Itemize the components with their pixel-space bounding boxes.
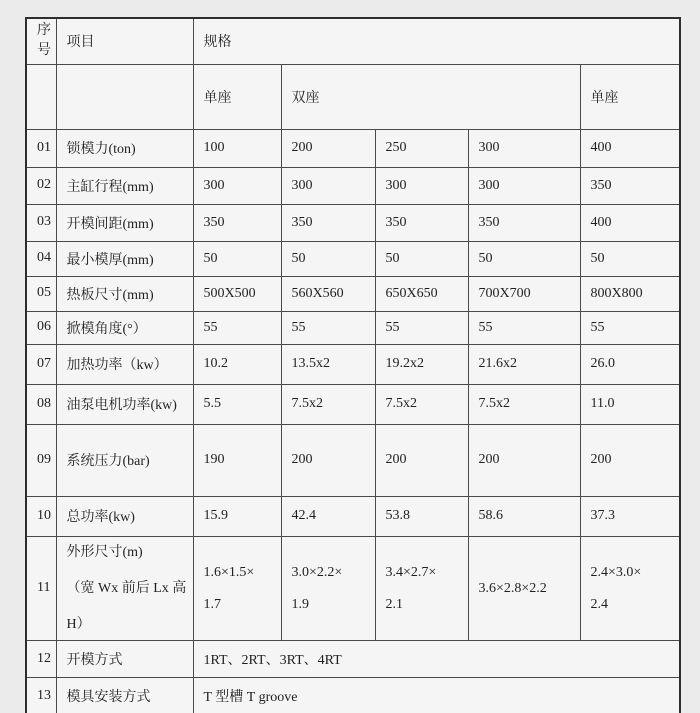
row-no: 09 (26, 424, 56, 496)
row-value: 42.4 (281, 496, 375, 536)
row-value: 50 (281, 241, 375, 276)
row-value: 55 (281, 311, 375, 344)
row-value: 200 (281, 424, 375, 496)
row-value: 800X800 (580, 276, 680, 311)
row-value: 350 (468, 204, 580, 241)
row-item: 主缸行程(mm) (56, 167, 193, 204)
row-value: 300 (375, 167, 468, 204)
row-value: 400 (580, 129, 680, 167)
table-row (26, 241, 680, 276)
row-value: 7.5x2 (281, 384, 375, 424)
row-value: 55 (375, 311, 468, 344)
row-value: 400 (580, 204, 680, 241)
row-value: 50 (375, 241, 468, 276)
row-no: 02 (26, 167, 56, 204)
row-item (56, 536, 193, 641)
dim-line: 2.1 (385, 596, 403, 612)
dim-line: 1.6×1.5× (203, 564, 255, 580)
row-no: 08 (26, 384, 56, 424)
row-item: 热板尺寸(mm) (56, 276, 193, 311)
row-value: 350 (580, 167, 680, 204)
header-serial: 序号 (26, 18, 56, 64)
row-value: 200 (468, 424, 580, 496)
row-value: 50 (580, 241, 680, 276)
dim-line: 3.4×2.7× (385, 564, 437, 580)
row-item: 最小模厚(mm) (56, 241, 193, 276)
row-value: 300 (193, 167, 281, 204)
row-item: 开模间距(mm) (56, 204, 193, 241)
row-no: 07 (26, 344, 56, 384)
dim-line: 3.6×2.8×2.2 (478, 580, 547, 596)
row-no: 06 (26, 311, 56, 344)
row-value: 55 (580, 311, 680, 344)
table-row (26, 167, 680, 204)
dim-line: 1.7 (203, 596, 221, 612)
item-line: （宽 Wx 前后 Lx 高 (66, 580, 187, 596)
row-no: 10 (26, 496, 56, 536)
row-value (375, 536, 468, 641)
header-row-sub (26, 64, 680, 129)
row-no: 12 (26, 641, 56, 678)
row-item: 开模方式 (56, 641, 193, 678)
table-row (26, 344, 680, 384)
row-value (281, 536, 375, 641)
item-line: 外形尺寸(m) (66, 544, 143, 560)
table-row (26, 424, 680, 496)
row-value: 10.2 (193, 344, 281, 384)
row-value: 560X560 (281, 276, 375, 311)
row-value: 37.3 (580, 496, 680, 536)
row-no: 03 (26, 204, 56, 241)
table-row (26, 641, 680, 678)
row-no: 13 (26, 678, 56, 713)
row-value-merged: T 型槽 T groove (193, 678, 680, 713)
dim-line: 1.9 (291, 596, 309, 612)
header-single-seat-right: 单座 (580, 64, 680, 129)
row-no: 05 (26, 276, 56, 311)
row-value: 350 (375, 204, 468, 241)
row-value: 26.0 (580, 344, 680, 384)
row-value: 11.0 (580, 384, 680, 424)
row-value: 58.6 (468, 496, 580, 536)
machine-spec-table (25, 17, 681, 713)
dim-line: 3.0×2.2× (291, 564, 343, 580)
row-item: 总功率(kw) (56, 496, 193, 536)
row-value (193, 536, 281, 641)
table-row (26, 311, 680, 344)
header-item-empty (56, 64, 193, 129)
row-value-merged: 1RT、2RT、3RT、4RT (193, 641, 680, 678)
dim-line: 2.4×3.0× (590, 564, 642, 580)
row-no: 11 (26, 536, 56, 641)
header-double-seat: 双座 (281, 64, 580, 129)
row-value: 650X650 (375, 276, 468, 311)
row-value: 7.5x2 (375, 384, 468, 424)
table-row (26, 276, 680, 311)
header-single-seat-left: 单座 (193, 64, 281, 129)
row-item: 油泵电机功率(kw) (56, 384, 193, 424)
row-value: 300 (468, 167, 580, 204)
row-value (468, 536, 580, 641)
row-value: 200 (375, 424, 468, 496)
header-serial-empty (26, 64, 56, 129)
item-line: H） (66, 617, 91, 633)
row-value: 300 (468, 129, 580, 167)
row-item: 模具安装方式 (56, 678, 193, 713)
row-value: 21.6x2 (468, 344, 580, 384)
row-value: 300 (281, 167, 375, 204)
header-row-main (26, 18, 680, 64)
row-item: 锁模力(ton) (56, 129, 193, 167)
row-value: 13.5x2 (281, 344, 375, 384)
row-value: 7.5x2 (468, 384, 580, 424)
table-row (26, 536, 680, 641)
row-item: 系统压力(bar) (56, 424, 193, 496)
row-value: 15.9 (193, 496, 281, 536)
row-value: 53.8 (375, 496, 468, 536)
table-row (26, 678, 680, 713)
row-value: 200 (580, 424, 680, 496)
header-spec: 规格 (193, 18, 680, 64)
row-value: 50 (468, 241, 580, 276)
row-value: 700X700 (468, 276, 580, 311)
row-value: 50 (193, 241, 281, 276)
row-item: 加热功率（kw） (56, 344, 193, 384)
table-row (26, 384, 680, 424)
row-value: 190 (193, 424, 281, 496)
dim-line: 2.4 (590, 596, 608, 612)
row-no: 04 (26, 241, 56, 276)
row-value (580, 536, 680, 641)
row-value: 250 (375, 129, 468, 167)
table-row (26, 204, 680, 241)
row-no: 01 (26, 129, 56, 167)
header-item: 项目 (56, 18, 193, 64)
row-value: 55 (193, 311, 281, 344)
row-item: 掀模角度(°） (56, 311, 193, 344)
row-value: 100 (193, 129, 281, 167)
table-row (26, 496, 680, 536)
table-row (26, 129, 680, 167)
row-value: 5.5 (193, 384, 281, 424)
row-value: 350 (281, 204, 375, 241)
row-value: 500X500 (193, 276, 281, 311)
row-value: 55 (468, 311, 580, 344)
row-value: 200 (281, 129, 375, 167)
row-value: 19.2x2 (375, 344, 468, 384)
row-value: 350 (193, 204, 281, 241)
